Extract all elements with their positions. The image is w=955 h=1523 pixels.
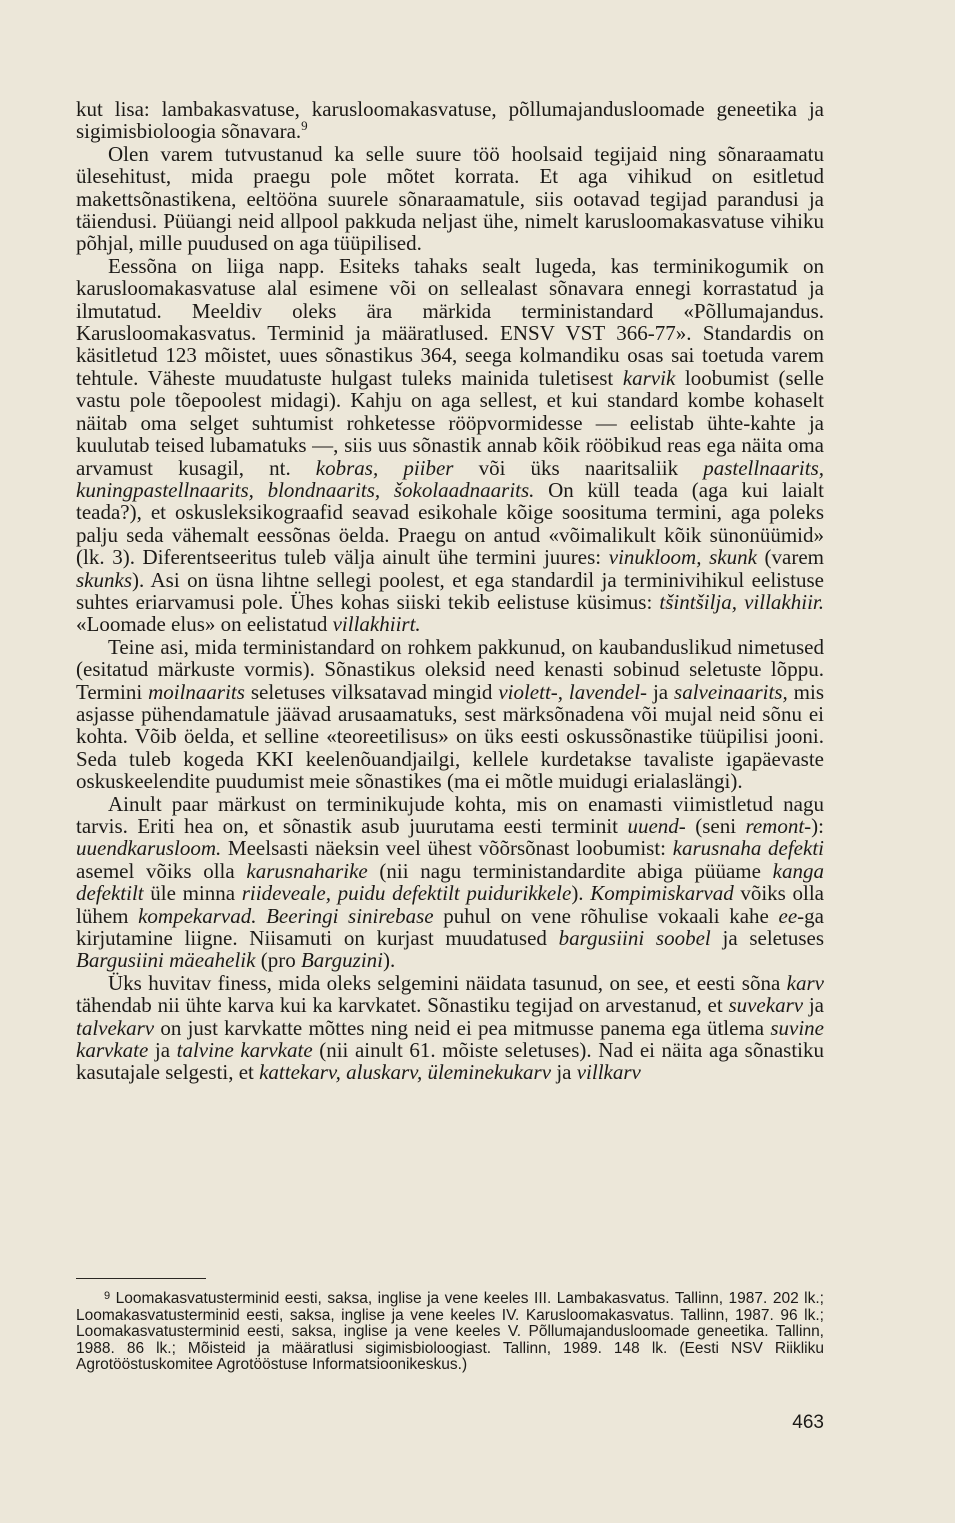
paragraph	[76, 255, 824, 636]
italic-term: kobras, piiber	[315, 455, 454, 480]
footnote-reference: 9	[301, 118, 308, 134]
text-run: mis asjasse pühendamatule jäävad arusaamatuks, sest märksõnadena või mujal neid sõnu ei kohta. Võib öelda, et selline «teoreetilisus» on üks eesti oskussõnastike tüüpilisi jooni. Seda tuleb kogeda KKI keelenõuandjailgi, kellele kurdetakse tavaliste igapäevaste oskuskeelendite puudumist meie sõnastikes (ma ei mõtle muidugi erialaslängi).	[76, 679, 825, 794]
text-run: võiks olla lühem	[76, 881, 824, 928]
italic-term: kanga defektilt	[76, 858, 824, 906]
text-run: «Loomade elus» on eelistatud	[76, 612, 333, 637]
text-run: kut lisa: lambakasvatuse, karusloomakasvatuse, põllumajandusloomade geneetika ja sigimisbioloogia sõnavara.	[76, 97, 824, 144]
text-run: ). Asi on üsna lihtne sellegi poolest, et ega standardil ja terminivihikul eelistuse suhtes eriarvamusi pole. Ühes kohas siiski tekib eelistuse küsimus:	[76, 567, 824, 614]
text-run: üle minna	[143, 881, 242, 906]
text-run: (seni	[685, 814, 746, 838]
italic-term: uuend-	[627, 814, 686, 838]
paragraph	[76, 972, 824, 1084]
text-run: Üks huvitav finess, mida oleks selgemini näidata tasunud, on see, et eesti sõna	[108, 970, 787, 995]
italic-term: suvekarv	[728, 993, 804, 1018]
text-run: ja	[551, 1060, 577, 1085]
text-run: loobumist (selle vastu pole tõepoolest midagi). Kahju on aga sellest, et kui standard kombe kohaselt näitab oma selget suhtumist rohketesse rööpvormidesse — eelistab ühte-kahte ja kuulutab teised lubamatuks —, siis uus sõnastik annab kõik rööbikud reas ega näita oma arvamust kusagil, nt.	[76, 365, 824, 480]
italic-term: bargusiini soobel	[558, 926, 711, 951]
italic-term: Kompimiskarvad	[590, 881, 734, 906]
footnote	[76, 1288, 824, 1374]
text-run: tähendab nii ühte karva kui ka karvkatet. Sõnastiku tegijad on arvestanud, et	[76, 993, 729, 1018]
text-run: -ga kirjutamine liigne. Niisamuti on kurjast muudatused	[76, 903, 824, 951]
text-run: on just karvkatte mõttes ning neid ei pea mitmusse panema ega ütlema	[154, 1015, 771, 1040]
italic-term: karv	[786, 970, 824, 995]
italic-term: kompekarvad. Beeringi sinirebase	[138, 903, 434, 928]
text-run: (nii nagu terministandardite abiga püüame	[367, 858, 773, 883]
italic-term: skunks	[76, 567, 132, 592]
italic-term: uuendkarusloom.	[76, 836, 222, 861]
text-run: seletuses vilksatavad mingid	[244, 679, 499, 704]
italic-term: villkarv	[576, 1060, 641, 1085]
italic-term: karusnaha defekti	[672, 836, 824, 861]
italic-term: karusnaharike	[246, 858, 368, 883]
text-run: asemel võiks olla	[76, 858, 247, 883]
italic-term: kattekarv, aluskarv, üleminekukarv	[259, 1060, 552, 1085]
text-run: On küll teada (aga kui laialt teada?), et oskusleksikograafid seavad esikohale kõige soosituma termini, aga poleks palju seda vähemalt eessõnas öelda. Praegu on antud «võimalikult kõik sünonüümid» (lk. 3). Diferentseeritus tuleb välja ainult ühe termini juures:	[76, 477, 824, 570]
text-run: või üks naaritsaliik	[453, 455, 704, 480]
italic-term: remont-	[745, 814, 812, 838]
italic-term: moilnaarits	[148, 679, 245, 704]
text-run: ).	[571, 881, 591, 906]
paragraph	[76, 793, 824, 972]
italic-term: karvik	[622, 365, 676, 390]
italic-term: Bargusiini mäeahelik	[76, 948, 256, 973]
paragraph	[76, 636, 824, 793]
text-run: ).	[383, 948, 396, 973]
italic-term: talvine karvkate	[176, 1038, 313, 1063]
text-run: Teine asi, mida terministandard on rohkem pakkunud, on kaubanduslikud nimetused (esitatud märkuste vormis). Sõnastikus oleksid need kenasti sobinud seletuste lõppu. Termini	[76, 634, 824, 704]
text-run: ja	[148, 1038, 177, 1063]
text-run: Ainult paar märkust on terminikujude kohta, mis on enamasti viimistletud nagu tarvis. Eriti hea on, et sõnastik asub juurutama eesti terminit	[76, 791, 824, 838]
text-run: (varem	[756, 545, 825, 570]
italic-term: salveinaarits,	[674, 679, 788, 704]
italic-term: ee	[778, 903, 798, 928]
footnote-marker: 9	[104, 1290, 111, 1302]
italic-term: violett-, lavendel-	[498, 679, 648, 704]
text-run: ja	[803, 993, 825, 1018]
text-run: Olen varem tutvustanud ka selle suure töö hoolsaid tegijaid ning sõnaraamatu ülesehitust, mida praegu pole mõtet korrata. Et aga vihikud on esitletud makettsõnastikena, eeltööna suurele sõnaraamatule, siis ootavad tegijad parandusi ja täiendusi. Püüangi neid allpool pakkuda neljast ühe, nimelt karusloomakasvatuse vihiku põhjal, mille puudused on aga tüüpilised.	[76, 141, 824, 256]
text-run: ja seletuses	[710, 926, 824, 951]
italic-term: suvine karvkate	[76, 1015, 824, 1063]
text-run: (nii ainult 61. mõiste seletuses). Nad ei näita aga sõnastiku kasutajale selgesti, et	[76, 1038, 824, 1085]
italic-term: Barguzini	[300, 948, 384, 973]
italic-term: pastellnaarits, kuningpastellnaarits, blondnaarits, šokolaadnaarits.	[76, 455, 824, 502]
text-run: puhul on vene rõhulise vokaali kahe	[433, 903, 779, 928]
text-run: ):	[811, 814, 824, 838]
italic-term: villakhiirt.	[332, 612, 421, 637]
text-run: (pro	[255, 948, 301, 973]
paragraph	[76, 98, 824, 143]
body-text	[76, 98, 824, 1084]
italic-term: talvekarv	[76, 1015, 155, 1040]
text-run: Meelsasti näeksin veel ühest võõrsõnast loobumist:	[221, 836, 673, 861]
footnote-text: Loomakasvatusterminid eesti, saksa, inglise ja vene keeles III. Lambakasvatus. Tallinn, 1987. 202 lk.; Loomakasvatusterminid eesti, saksa, inglise ja vene keeles IV. Karusloomakasvatus. Tallinn, 1987. 96 lk.; Loomakasvatusterminid eesti, saksa, inglise ja vene keeles V. Põllumajandusloomade geneetika. Tallinn, 1988. 86 lk.; Mõisteid ja määratlusi sigimisbioloogiast. Tallinn, 1989. 148 lk. (Eesti NSV Riikliku Agrotööstuskomitee Agrotööstuse Informatsioonikeskus.)	[76, 1290, 824, 1374]
text-run: Eessõna on liiga napp. Esiteks tahaks sealt lugeda, kas terminikogumik on karusloomakasvatuse alal esimene või on sellealast sõnavara ennegi korrastatud ja ilmutatud. Meeldiv oleks ära märkida terministandard «Põllumajandus. Karusloomakasvatus. Terminid ja määratlused. ENSV VST 366-77». Standardis on käsitletud 123 mõistet, uues sõnastikus 364, seega kolmandiku osas sai toetuda varem tehtule. Väheste muudatuste hulgast tuleks mainida tuletisest	[76, 253, 824, 390]
italic-term: riideveale, puidu defektilt puidurikkele	[241, 881, 572, 906]
italic-term: vinukloom, skunk	[608, 545, 757, 570]
page-number: 463	[792, 1412, 824, 1433]
text-run: ja	[647, 679, 675, 704]
paragraph	[76, 143, 824, 255]
footnote-divider	[76, 1278, 206, 1279]
italic-term: tšintšilja, villakhiir.	[659, 589, 824, 614]
